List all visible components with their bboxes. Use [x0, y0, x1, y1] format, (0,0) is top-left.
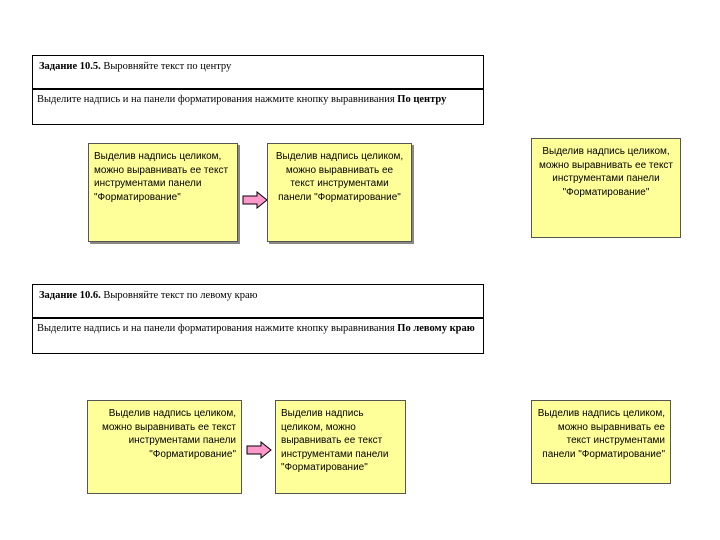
task-10-6-instruction-bold: По левому краю: [397, 323, 475, 334]
text-box-2[interactable]: Выделив надпись целиком, можно выравнивать ее текст инструментами панели "Форматирование": [267, 143, 412, 242]
text-box-5[interactable]: Выделив надпись целиком, можно выравнивать ее текст инструментами панели "Форматирование": [275, 400, 406, 494]
task-10-6-instruction-text: Выделите надпись и на панели форматирования нажмите кнопку выравнивания: [37, 323, 398, 334]
task-10-5-text: Выровняйте текст по центру: [100, 61, 232, 72]
task-10-5-header: [32, 55, 484, 89]
right-arrow-icon: [246, 441, 272, 459]
text-box-1[interactable]: Выделив надпись целиком, можно выравнивать ее текст инструментами панели "Форматирование": [88, 143, 238, 242]
right-arrow-icon: [242, 191, 268, 209]
task-10-5-instruction-text: Выделите надпись и на панели форматирования нажмите кнопку выравнивания: [37, 94, 398, 105]
task-10-5-instruction: [32, 89, 484, 125]
text-box-6[interactable]: Выделив надпись целиком, можно выравнивать ее текст инструментами панели "Форматирование": [531, 400, 671, 484]
text-box-3[interactable]: Выделив надпись целиком, можно выравнивать ее текст инструментами панели "Форматирование": [531, 138, 681, 238]
task-10-5-label: Задание 10.5.: [39, 61, 101, 72]
task-10-6-label: Задание 10.6.: [39, 290, 101, 301]
text-box-4[interactable]: Выделив надпись целиком, можно выравнивать ее текст инструментами панели "Форматирование": [87, 400, 242, 494]
task-10-6-text: Выровняйте текст по левому краю: [100, 290, 258, 301]
task-10-6-header: [32, 284, 484, 318]
task-10-5-instruction-bold: По центру: [397, 94, 447, 105]
task-10-6-instruction: [32, 318, 484, 354]
